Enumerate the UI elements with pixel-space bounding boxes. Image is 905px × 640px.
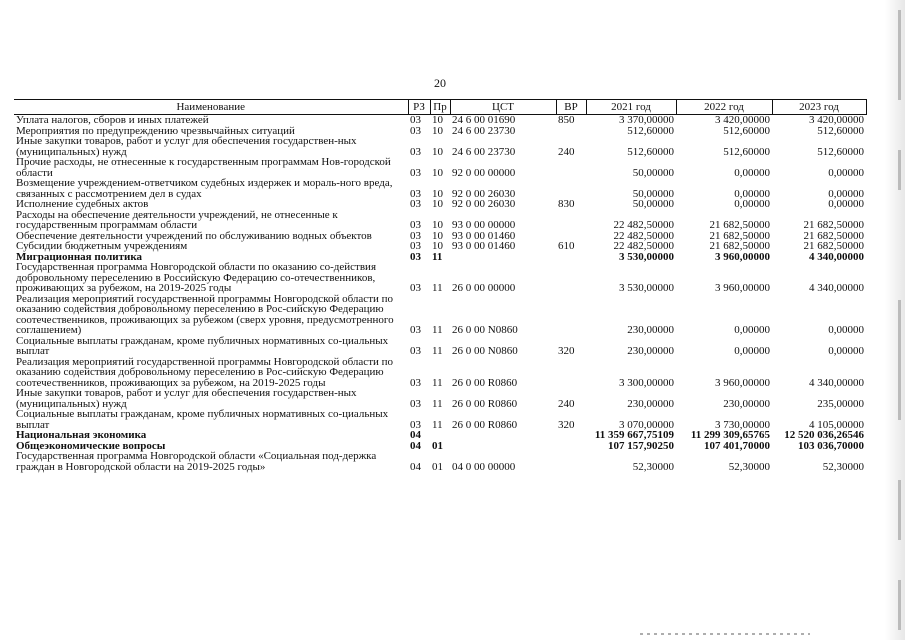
cell-rz: 04	[410, 429, 421, 441]
cell-2022: 0,00000	[734, 166, 770, 179]
cell-2023: 0,00000	[828, 345, 864, 357]
cell-rz: 04	[410, 460, 421, 473]
table-row	[14, 178, 866, 199]
cell-2022: 0,00000	[734, 324, 770, 336]
cell-pr	[430, 430, 450, 441]
cell-2021: 50,00000	[632, 187, 674, 200]
cell-2021: 3 370,00000	[619, 114, 674, 126]
cell-pr: 10	[432, 166, 443, 179]
cell-2022: 3 960,00000	[715, 282, 770, 294]
cell-2021: 3 300,00000	[619, 376, 674, 389]
table-header-row	[14, 100, 866, 115]
table-row	[14, 199, 866, 210]
cell-cst: 26 0 00 00000	[452, 282, 516, 294]
cell-2023: 21 682,50000	[803, 219, 864, 231]
table-row	[14, 430, 866, 441]
cell-pr: 11	[432, 418, 443, 431]
cell-2021: 11 359 667,75109	[594, 429, 674, 441]
cell-rz: 03	[410, 240, 421, 252]
table-body	[14, 115, 866, 473]
table-row	[14, 210, 866, 231]
cell-2023: 4 340,00000	[809, 282, 864, 294]
cell-2022: 0,00000	[734, 187, 770, 200]
cell-2022: 512,60000	[723, 145, 770, 158]
cell-cst: 24 6 00 23730	[452, 124, 516, 137]
cell-2022: 3 960,00000	[715, 376, 770, 389]
cell-cst: 24 6 00 01690	[452, 114, 516, 126]
table-row	[14, 294, 866, 336]
cell-vr	[556, 441, 586, 452]
cell-vr: 240	[558, 397, 575, 410]
cell-cst	[450, 441, 556, 452]
table-row	[14, 136, 866, 157]
cell-rz: 03	[410, 166, 421, 179]
cell-2021: 230,00000	[627, 397, 674, 410]
table-row	[14, 262, 866, 294]
cell-2021: 50,00000	[632, 198, 674, 210]
cell-pr: 11	[432, 345, 443, 357]
cell-2022: 512,60000	[723, 124, 770, 137]
cell-2021: 50,00000	[632, 166, 674, 179]
cell-pr: 10	[432, 114, 443, 126]
cell-2023: 12 520 036,26546	[784, 429, 864, 441]
cell-vr: 850	[558, 114, 575, 126]
cell-cst: 24 6 00 23730	[452, 145, 516, 158]
cell-name: Возмещение учреждением-ответчиком судебных издержек и мораль-ного вреда, связанных с рассмотрением дел в судах	[16, 177, 393, 200]
cell-2023: 0,00000	[828, 187, 864, 200]
header-vr: ВР	[556, 100, 586, 115]
cell-vr	[556, 451, 586, 472]
cell-cst: 93 0 00 01460	[452, 240, 516, 252]
cell-rz: 03	[410, 250, 421, 263]
cell-name: Прочие расходы, не отнесенные к государственным программам Нов-городской области	[16, 156, 391, 179]
cell-name: Иные закупки товаров, работ и услуг для обеспечения государствен-ных (муниципальных) нужд	[16, 135, 357, 158]
cell-name: Расходы на обеспечение деятельности учреждений, не отнесенные к государственным программам области	[16, 208, 338, 231]
cell-vr: 320	[558, 418, 575, 431]
cell-2022: 0,00000	[734, 345, 770, 357]
cell-vr: 240	[558, 145, 575, 158]
cell-vr	[556, 210, 586, 231]
cell-pr: 10	[432, 198, 443, 210]
cell-2021: 107 157,90250	[608, 439, 674, 452]
cell-2022: 3 730,00000	[715, 418, 770, 431]
table-row	[14, 115, 866, 126]
header-2022: 2022 год	[676, 100, 772, 115]
cell-2021: 22 482,50000	[613, 229, 674, 242]
table-row	[14, 241, 866, 252]
cell-2021: 512,60000	[627, 124, 674, 137]
cell-name: Субсидии бюджетным учреждениям	[16, 240, 188, 252]
cell-rz: 03	[410, 187, 421, 200]
budget-table	[14, 99, 867, 472]
cell-pr: 01	[432, 460, 443, 473]
cell-cst	[450, 252, 556, 263]
cell-2023: 4 340,00000	[809, 250, 864, 263]
cell-2021: 3 530,00000	[619, 282, 674, 294]
table-row	[14, 388, 866, 409]
table-row	[14, 336, 866, 357]
cell-cst	[450, 430, 556, 441]
cell-name: Государственная программа Новгородской области «Социальная под-держка граждан в Новгородской области на 2019-2025 годы»	[16, 450, 377, 473]
header-cst: ЦСТ	[450, 100, 556, 115]
header-name: Наименование	[14, 100, 408, 115]
cell-vr: 610	[558, 240, 575, 252]
cell-vr	[556, 357, 586, 389]
cell-pr: 01	[432, 439, 443, 452]
cell-rz: 03	[410, 282, 421, 294]
cell-2023: 235,00000	[817, 397, 864, 410]
cell-rz: 03	[410, 145, 421, 158]
cell-cst: 26 0 00 R0860	[452, 376, 518, 389]
cell-2022: 11 299 309,65765	[690, 429, 770, 441]
cell-cst: 04 0 00 00000	[452, 460, 516, 473]
cell-2022: 21 682,50000	[709, 240, 770, 252]
cell-pr: 10	[432, 124, 443, 137]
cell-name: Реализация мероприятий государственной программы Новгородской области по оказанию содействия добровольному переселению в Рос-сийскую Федерацию соотечественников, проживающих за рубежом, на 2019-2025 годы	[16, 355, 394, 389]
header-pr: Пр	[430, 100, 450, 115]
cell-name: Социальные выплаты гражданам, кроме публичных нормативных со-циальных выплат	[16, 334, 389, 357]
cell-name: Общеэкономические вопросы	[16, 439, 166, 452]
cell-cst: 92 0 00 00000	[452, 166, 516, 179]
cell-2023: 4 340,00000	[809, 376, 864, 389]
cell-2023: 512,60000	[817, 124, 864, 137]
cell-vr	[556, 294, 586, 336]
cell-2023: 52,30000	[822, 460, 864, 473]
cell-cst: 92 0 00 26030	[452, 187, 516, 200]
cell-pr: 11	[432, 250, 443, 263]
header-2023: 2023 год	[772, 100, 866, 115]
cell-name: Уплата налогов, сборов и иных платежей	[16, 114, 209, 126]
cell-2021: 22 482,50000	[613, 240, 674, 252]
cell-cst: 93 0 00 00000	[452, 219, 516, 231]
cell-2022: 21 682,50000	[709, 219, 770, 231]
cell-2023: 21 682,50000	[803, 229, 864, 242]
cell-2021: 3 070,00000	[619, 418, 674, 431]
cell-rz: 03	[410, 219, 421, 231]
cell-pr: 10	[432, 229, 443, 242]
cell-name: Иные закупки товаров, работ и услуг для обеспечения государствен-ных (муниципальных) нужд	[16, 387, 357, 410]
cell-2023: 103 036,70000	[798, 439, 864, 452]
cell-pr: 11	[432, 397, 443, 410]
cell-vr	[556, 252, 586, 263]
cell-pr: 10	[432, 240, 443, 252]
cell-vr: 320	[558, 345, 575, 357]
cell-rz: 03	[410, 114, 421, 126]
cell-cst: 26 0 00 R0860	[452, 397, 518, 410]
cell-rz: 03	[410, 324, 421, 336]
page-number: 20	[434, 76, 446, 90]
cell-rz: 03	[410, 198, 421, 210]
cell-2022: 52,30000	[728, 460, 770, 473]
scan-edge-shadow	[885, 0, 905, 640]
cell-2021: 230,00000	[627, 324, 674, 336]
cell-2021: 3 530,00000	[619, 250, 674, 263]
cell-rz: 03	[410, 376, 421, 389]
cell-2022: 0,00000	[734, 198, 770, 210]
cell-cst: 26 0 00 R0860	[452, 418, 518, 431]
cell-rz: 03	[410, 345, 421, 357]
cell-rz: 03	[410, 418, 421, 431]
cell-2023: 512,60000	[817, 145, 864, 158]
cell-name: Реализация мероприятий государственной программы Новгородской области по оказанию содействия добровольному переселению в Рос-сийскую Федерацию соотечественников, проживающих за рубежом (сверх уровня, предусмотренного соглашением)	[16, 292, 394, 336]
cell-2023: 3 420,00000	[809, 114, 864, 126]
cell-cst: 93 0 00 01460	[452, 229, 516, 242]
cell-2021: 22 482,50000	[613, 219, 674, 231]
cell-cst: 26 0 00 N0860	[452, 345, 518, 357]
cell-pr: 10	[432, 145, 443, 158]
cell-cst: 26 0 00 N0860	[452, 324, 518, 336]
cell-name: Исполнение судебных актов	[16, 198, 149, 210]
cell-name: Государственная программа Новгородской области по оказанию со-действия добровольному переселению в Российскую Федерацию со-отечественников, проживающих за рубежом, на 2019-2025 годы	[16, 261, 377, 294]
cell-name: Социальные выплаты гражданам, кроме публичных нормативных со-циальных выплат	[16, 408, 389, 431]
cell-2022: 3 420,00000	[715, 114, 770, 126]
table-row	[14, 157, 866, 178]
cell-2022: 3 960,00000	[715, 250, 770, 263]
table-row	[14, 357, 866, 389]
cell-2023: 0,00000	[828, 324, 864, 336]
cell-vr	[556, 178, 586, 199]
cell-rz: 03	[410, 229, 421, 242]
cell-2022: 230,00000	[723, 397, 770, 410]
cell-2022: 21 682,50000	[709, 229, 770, 242]
cell-pr: 11	[432, 324, 443, 336]
cell-vr: 830	[558, 198, 575, 210]
cell-name: Миграционная политика	[16, 250, 143, 263]
cell-vr	[556, 430, 586, 441]
cell-rz: 03	[410, 124, 421, 137]
cell-pr: 10	[432, 187, 443, 200]
header-rz: РЗ	[408, 100, 430, 115]
cell-name: Обеспечение деятельности учреждений по обслуживанию водных объектов	[16, 229, 372, 242]
cell-vr	[556, 126, 586, 137]
header-2021: 2021 год	[586, 100, 676, 115]
cell-2021: 52,30000	[632, 460, 674, 473]
cell-vr	[556, 262, 586, 294]
cell-name: Национальная экономика	[16, 429, 147, 441]
cell-2021: 230,00000	[627, 345, 674, 357]
cell-vr	[556, 157, 586, 178]
cell-name: Мероприятия по предупреждению чрезвычайных ситуаций	[16, 124, 295, 137]
cell-rz: 03	[410, 397, 421, 410]
cell-pr: 11	[432, 282, 443, 294]
table-row	[14, 451, 866, 472]
cell-2023: 4 105,00000	[809, 418, 864, 431]
cell-rz: 04	[410, 439, 421, 452]
cell-pr: 10	[432, 219, 443, 231]
table-row	[14, 409, 866, 430]
cell-2022: 107 401,70000	[704, 439, 770, 452]
cell-2023: 0,00000	[828, 166, 864, 179]
cell-2021: 512,60000	[627, 145, 674, 158]
cell-2023: 21 682,50000	[803, 240, 864, 252]
cell-cst: 92 0 00 26030	[452, 198, 516, 210]
cell-pr: 11	[432, 376, 443, 389]
cell-2023: 0,00000	[828, 198, 864, 210]
scan-artifact	[640, 633, 810, 635]
